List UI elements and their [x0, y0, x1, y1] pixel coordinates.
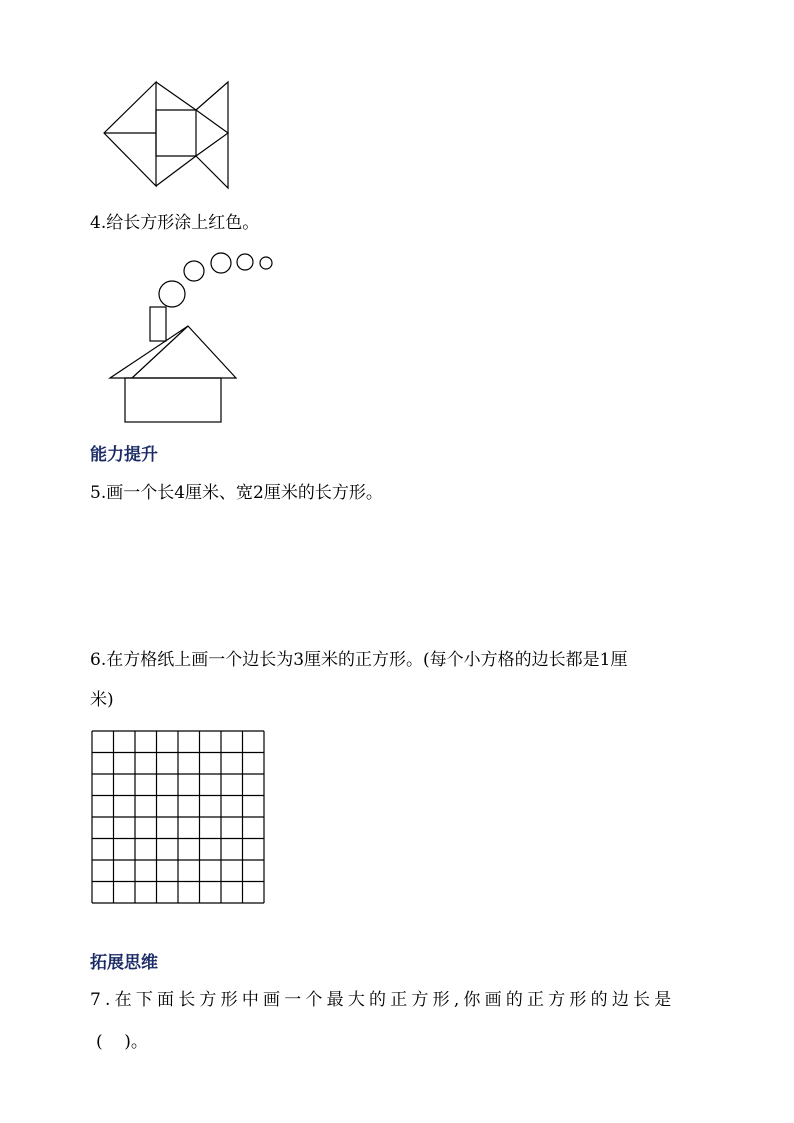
roof-inner-line	[132, 326, 188, 378]
smoke-circle-5	[260, 257, 272, 269]
fish-shape-figure	[100, 78, 235, 193]
smoke-circle-3	[211, 253, 231, 273]
question-6-line-1: 6.在方格纸上画一个边长为3厘米的正方形。(每个小方格的边长都是1厘	[90, 650, 628, 670]
question-6-line-2: 米)	[90, 690, 114, 710]
section-extend-heading: 拓展思维	[90, 953, 158, 973]
question-4-text: 4.给长方形涂上红色。	[90, 213, 260, 233]
fish-upper-parallelogram	[156, 82, 196, 110]
question-7-line-2: ( )。	[96, 1032, 148, 1052]
fish-head-triangle	[104, 82, 156, 186]
smoke-circle-1	[159, 281, 185, 307]
section-ability-heading: 能力提升	[90, 445, 158, 465]
fish-tail-upper-triangle	[196, 82, 228, 133]
grid-paper	[90, 729, 266, 905]
chimney-rectangle	[150, 307, 166, 341]
roof-triangle	[110, 326, 236, 378]
fish-lower-parallelogram	[156, 156, 196, 186]
house-body-rectangle	[125, 378, 221, 422]
smoke-circle-2	[184, 261, 204, 281]
house-figure	[105, 250, 280, 425]
question-7-line-1: 7.在下面长方形中画一个最大的正方形,你画的正方形的边长是	[90, 990, 676, 1010]
question-5-text: 5.画一个长4厘米、宽2厘米的长方形。	[90, 483, 383, 503]
fish-body-square	[156, 110, 196, 156]
fish-tail-lower-triangle	[196, 133, 228, 188]
smoke-circle-4	[237, 254, 253, 270]
